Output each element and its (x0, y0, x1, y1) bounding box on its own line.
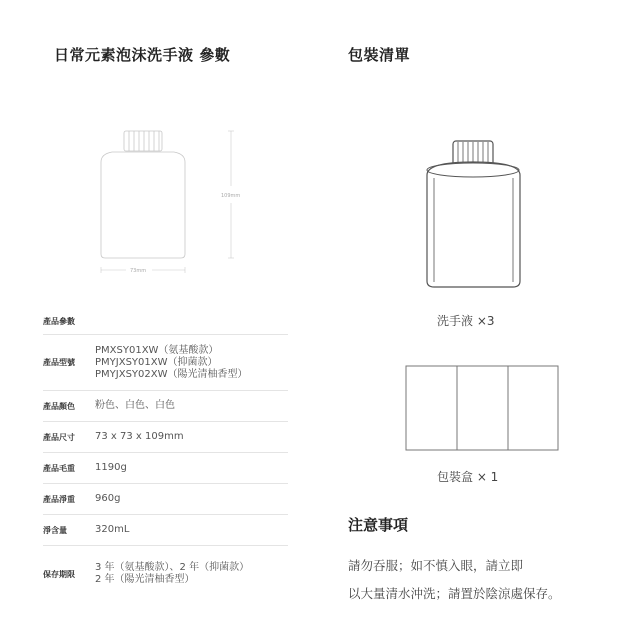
bottle-caption: 洗手液 ×3 (437, 314, 495, 328)
spec-value-line: 73 x 73 x 109mm (95, 431, 184, 442)
spec-value-line: 1190g (95, 462, 127, 473)
spec-value-line: 2 年（陽光清柚香型） (95, 574, 195, 585)
width-dimension-label: 73mm (130, 268, 147, 274)
spec-label: 產品顏色 (43, 401, 75, 411)
spec-label: 產品尺寸 (43, 432, 75, 442)
spec-label: 產品淨重 (43, 494, 75, 504)
package-list-title: 包裝清單 (348, 46, 411, 64)
spec-header-row (43, 308, 288, 335)
spec-table (43, 308, 288, 602)
spec-row (43, 335, 288, 391)
spec-value (95, 462, 127, 474)
spec-label: 保存期限 (43, 569, 75, 579)
spec-value (95, 493, 120, 505)
spec-value (95, 562, 249, 586)
spec-row (43, 515, 288, 546)
spec-value-line: PMYJXSY01XW（抑菌款） (95, 356, 218, 368)
spec-value-line: 粉色、白色、白色 (95, 400, 175, 411)
notice-title: 注意事項 (348, 516, 409, 534)
spec-value-line: PMYJXSY02XW（陽光清柚香型） (95, 368, 248, 380)
notice-line-1: 請勿吞服；如不慎入眼，請立即 (348, 558, 524, 573)
spec-row (43, 484, 288, 515)
spec-value-line: 3 年（氨基酸款）、2 年（抑菌款） (95, 562, 250, 573)
spec-row (43, 422, 288, 453)
spec-row (43, 453, 288, 484)
spec-label: 產品毛重 (43, 463, 75, 473)
params-title: 日常元素泡沫洗手液 參數 (54, 46, 231, 64)
spec-value-line: PMXSY01XW（氨基酸款） (95, 344, 219, 356)
spec-value-line: 320mL (95, 524, 130, 535)
spec-row (43, 546, 288, 602)
box-caption: 包裝盒 × 1 (437, 470, 499, 484)
spec-label: 淨含量 (43, 525, 67, 535)
spec-value (95, 400, 175, 412)
spec-row (43, 391, 288, 422)
bottle-line-drawing (101, 131, 185, 258)
height-dimension-label: 109mm (221, 193, 241, 199)
spec-value (95, 345, 248, 381)
spec-value-line: 960g (95, 493, 121, 504)
spec-value (95, 431, 184, 443)
box-illustration (406, 366, 558, 450)
bottle-illustration (427, 141, 520, 287)
spec-label: 產品型號 (43, 358, 75, 367)
spec-header: 產品參數 (43, 316, 75, 326)
spec-value (95, 524, 129, 536)
notice-line-2: 以大量清水沖洗；請置於陰涼處保存。 (348, 586, 561, 601)
